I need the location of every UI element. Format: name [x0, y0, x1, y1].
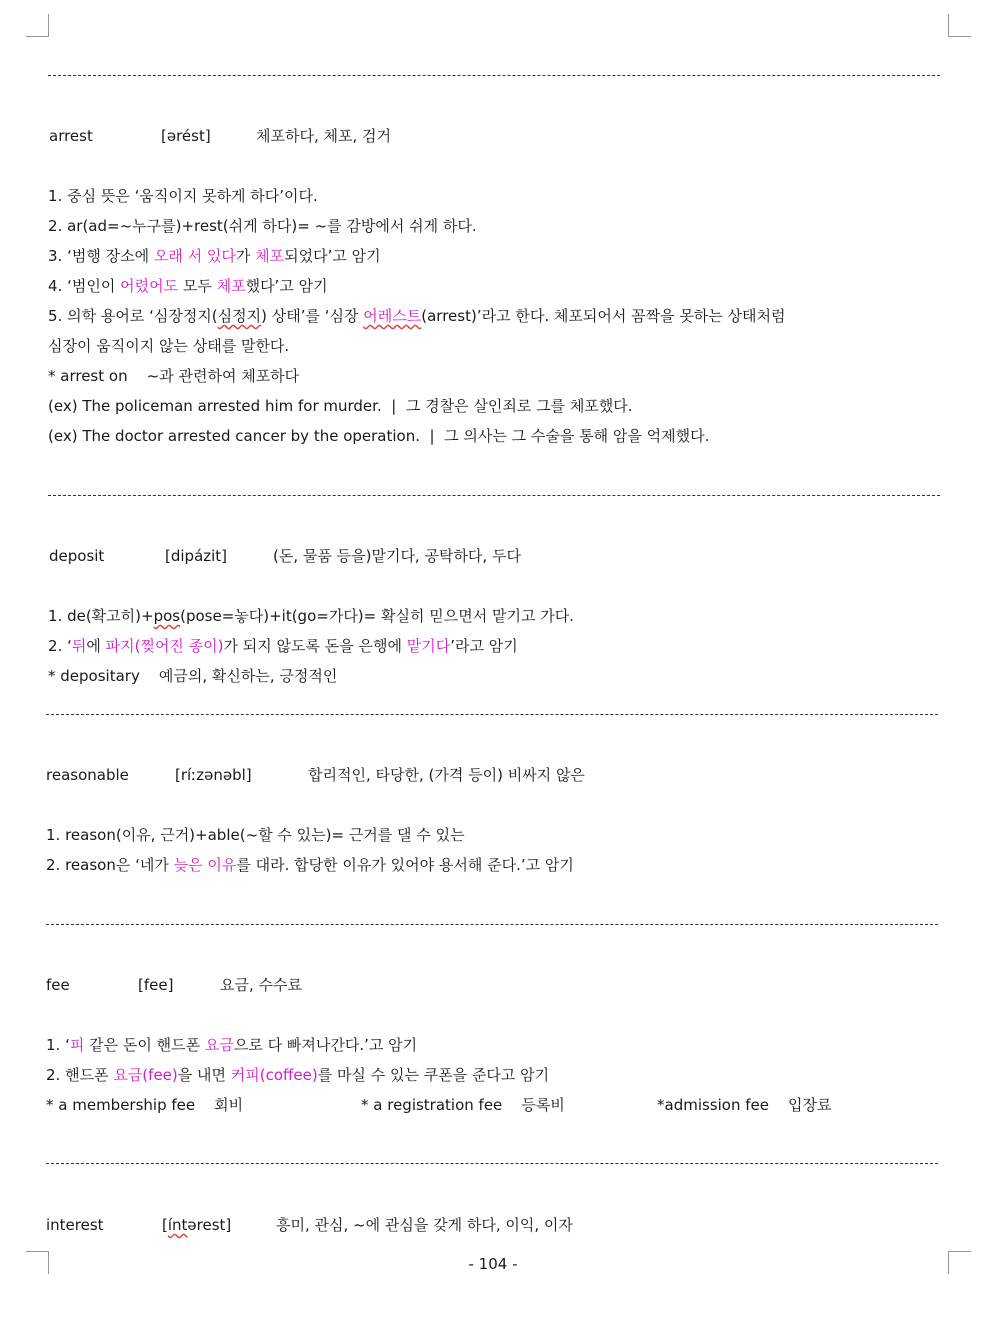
note-line: 1. ‘피 같은 돈이 핸드폰 요금으로 다 빠져나간다.’고 암기	[46, 1036, 418, 1054]
note-line: 2. ar(ad=~누구를)+rest(쉬게 하다)= ~를 감방에서 쉬게 하다.	[48, 217, 477, 235]
divider	[46, 714, 938, 715]
note-line: 2. 핸드폰 요금(fee)을 내면 커피(coffee)를 마실 수 있는 쿠폰을 준다고 암기	[46, 1066, 550, 1084]
divider	[46, 1163, 938, 1164]
pronunciation: [ərést]	[161, 127, 211, 145]
pronunciation: [íntərest]	[162, 1216, 232, 1234]
headword: deposit	[49, 547, 105, 565]
meaning: (돈, 물품 등을)맡기다, 공탁하다, 두다	[273, 547, 521, 565]
example-sentence: (ex) The policeman arrested him for murder. | 그 경찰은 살인죄로 그를 체포했다.	[48, 397, 633, 415]
note-line: 1. de(확고히)+pos(pose=놓다)+it(go=가다)= 확실히 믿으면서 맡기고 가다.	[48, 607, 574, 625]
meaning: 흥미, 관심, ~에 관심을 갖게 하다, 이익, 이자	[276, 1216, 573, 1234]
example-sentence: (ex) The doctor arrested cancer by the operation. | 그 의사는 그 수술을 통해 암을 억제했다.	[48, 427, 710, 445]
related-word: * depositary 예금의, 확신하는, 긍정적인	[48, 667, 338, 685]
note-line: 1. 중심 뜻은 ‘움직이지 못하게 하다’이다.	[48, 187, 318, 205]
note-line: 4. ‘범인이 어렸어도 모두 체포했다’고 암기	[48, 277, 328, 295]
related-word: * arrest on ~과 관련하여 체포하다	[48, 367, 300, 385]
note-line: 2. reason은 ‘네가 늦은 이유를 대라. 합당한 이유가 있어야 용서해 준다.’고 암기	[46, 856, 574, 874]
note-line: 1. reason(이유, 근거)+able(~할 수 있는)= 근거를 댈 수 있는	[46, 826, 465, 844]
meaning: 요금, 수수료	[220, 976, 302, 994]
headword: fee	[46, 976, 70, 994]
pronunciation: [dipázit]	[165, 547, 228, 565]
crop-mark-top-right	[948, 14, 971, 37]
note-line: 2. ‘뒤에 파지(찢어진 종이)가 되지 않도록 돈을 은행에 맡기다’라고 암기	[48, 637, 518, 655]
crop-mark-top-left	[26, 14, 49, 37]
related-word: * a membership fee 회비	[46, 1096, 244, 1114]
meaning: 합리적인, 타당한, (가격 등이) 비싸지 않은	[308, 766, 585, 784]
divider	[46, 924, 938, 925]
headword: arrest	[49, 127, 93, 145]
headword: reasonable	[46, 766, 129, 784]
note-line: 3. ‘범행 장소에 오래 서 있다가 체포되었다’고 암기	[48, 247, 381, 265]
page-number: - 104 -	[468, 1255, 518, 1273]
pronunciation: [fee]	[138, 976, 174, 994]
pronunciation: [ríːzənəbl]	[175, 766, 252, 784]
note-line: 5. 의학 용어로 ‘심장정지(심정지) 상태’를 ‘심장 어레스트(arrest)’라고 한다. 체포되어서 꼼짝을 못하는 상태처럼	[48, 307, 786, 325]
divider	[48, 495, 940, 496]
headword: interest	[46, 1216, 104, 1234]
related-word: * a registration fee 등록비	[361, 1096, 565, 1114]
divider	[48, 75, 940, 76]
note-line: 심장이 움직이지 않는 상태를 말한다.	[48, 337, 290, 355]
meaning: 체포하다, 체포, 검거	[256, 127, 391, 145]
related-word: *admission fee 입장료	[657, 1096, 832, 1114]
